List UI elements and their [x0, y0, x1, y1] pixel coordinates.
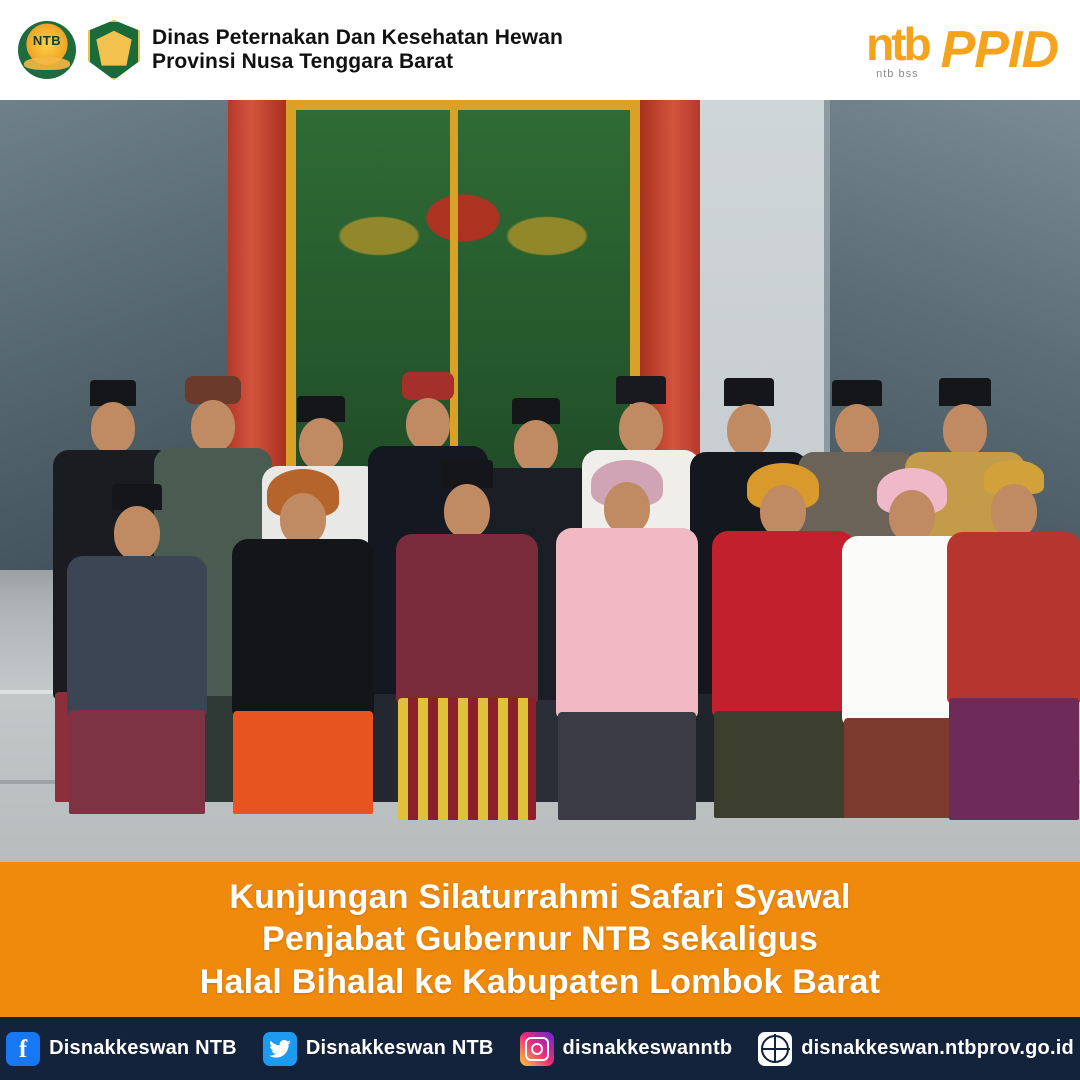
- photo-people-group: [0, 100, 1080, 862]
- ntb-bss-sub: ntb bss: [876, 67, 919, 80]
- caption-line-1: Kunjungan Silaturrahmi Safari Syawal: [229, 878, 851, 917]
- ntb-province-logo-icon: [18, 21, 76, 79]
- twitter-handle: Disnakkeswan NTB: [305, 1037, 494, 1059]
- ntb-bss-mark: ntb: [866, 17, 929, 70]
- agency-shield-logo-icon: [88, 20, 140, 80]
- organization-line-1: Dinas Peternakan Dan Kesehatan Hewan: [152, 25, 563, 49]
- photo-person-front-5: [708, 463, 858, 818]
- globe-icon: [758, 1032, 792, 1066]
- header-identity: [18, 20, 563, 80]
- header-brands: [866, 17, 1058, 80]
- organization-title: [152, 26, 563, 74]
- ntb-bss-logo-icon: [866, 17, 929, 80]
- caption-line-3: Halal Bihalal ke Kabupaten Lombok Barat: [199, 962, 881, 1001]
- photo-person-front-4: [552, 460, 702, 820]
- organization-line-2: Provinsi Nusa Tenggara Barat: [152, 50, 454, 73]
- social-facebook[interactable]: [6, 1032, 237, 1066]
- twitter-icon: [263, 1032, 297, 1066]
- ppid-logo: PPID: [940, 21, 1058, 79]
- facebook-handle: Disnakkeswan NTB: [49, 1037, 237, 1059]
- photo-person-front-7: [944, 460, 1080, 820]
- photo-person-front-3: [392, 460, 542, 820]
- social-website[interactable]: [758, 1032, 1074, 1066]
- instagram-icon: [520, 1032, 554, 1066]
- social-instagram[interactable]: [520, 1032, 733, 1066]
- website-url: disnakkeswan.ntbprov.go.id: [801, 1037, 1074, 1059]
- photo-person-front-2: [228, 469, 378, 814]
- caption-line-2: Penjabat Gubernur NTB sekaligus: [262, 920, 818, 959]
- instagram-handle: disnakkeswanntb: [562, 1037, 733, 1059]
- caption-banner: [0, 862, 1080, 1017]
- social-twitter[interactable]: [263, 1032, 494, 1066]
- ntb-logo-text: NTB: [32, 32, 62, 48]
- group-photo: [0, 100, 1080, 862]
- header-bar: [0, 0, 1080, 100]
- facebook-icon: f: [6, 1032, 40, 1066]
- footer-bar: [0, 1017, 1080, 1080]
- photo-person-front-1: [62, 484, 212, 814]
